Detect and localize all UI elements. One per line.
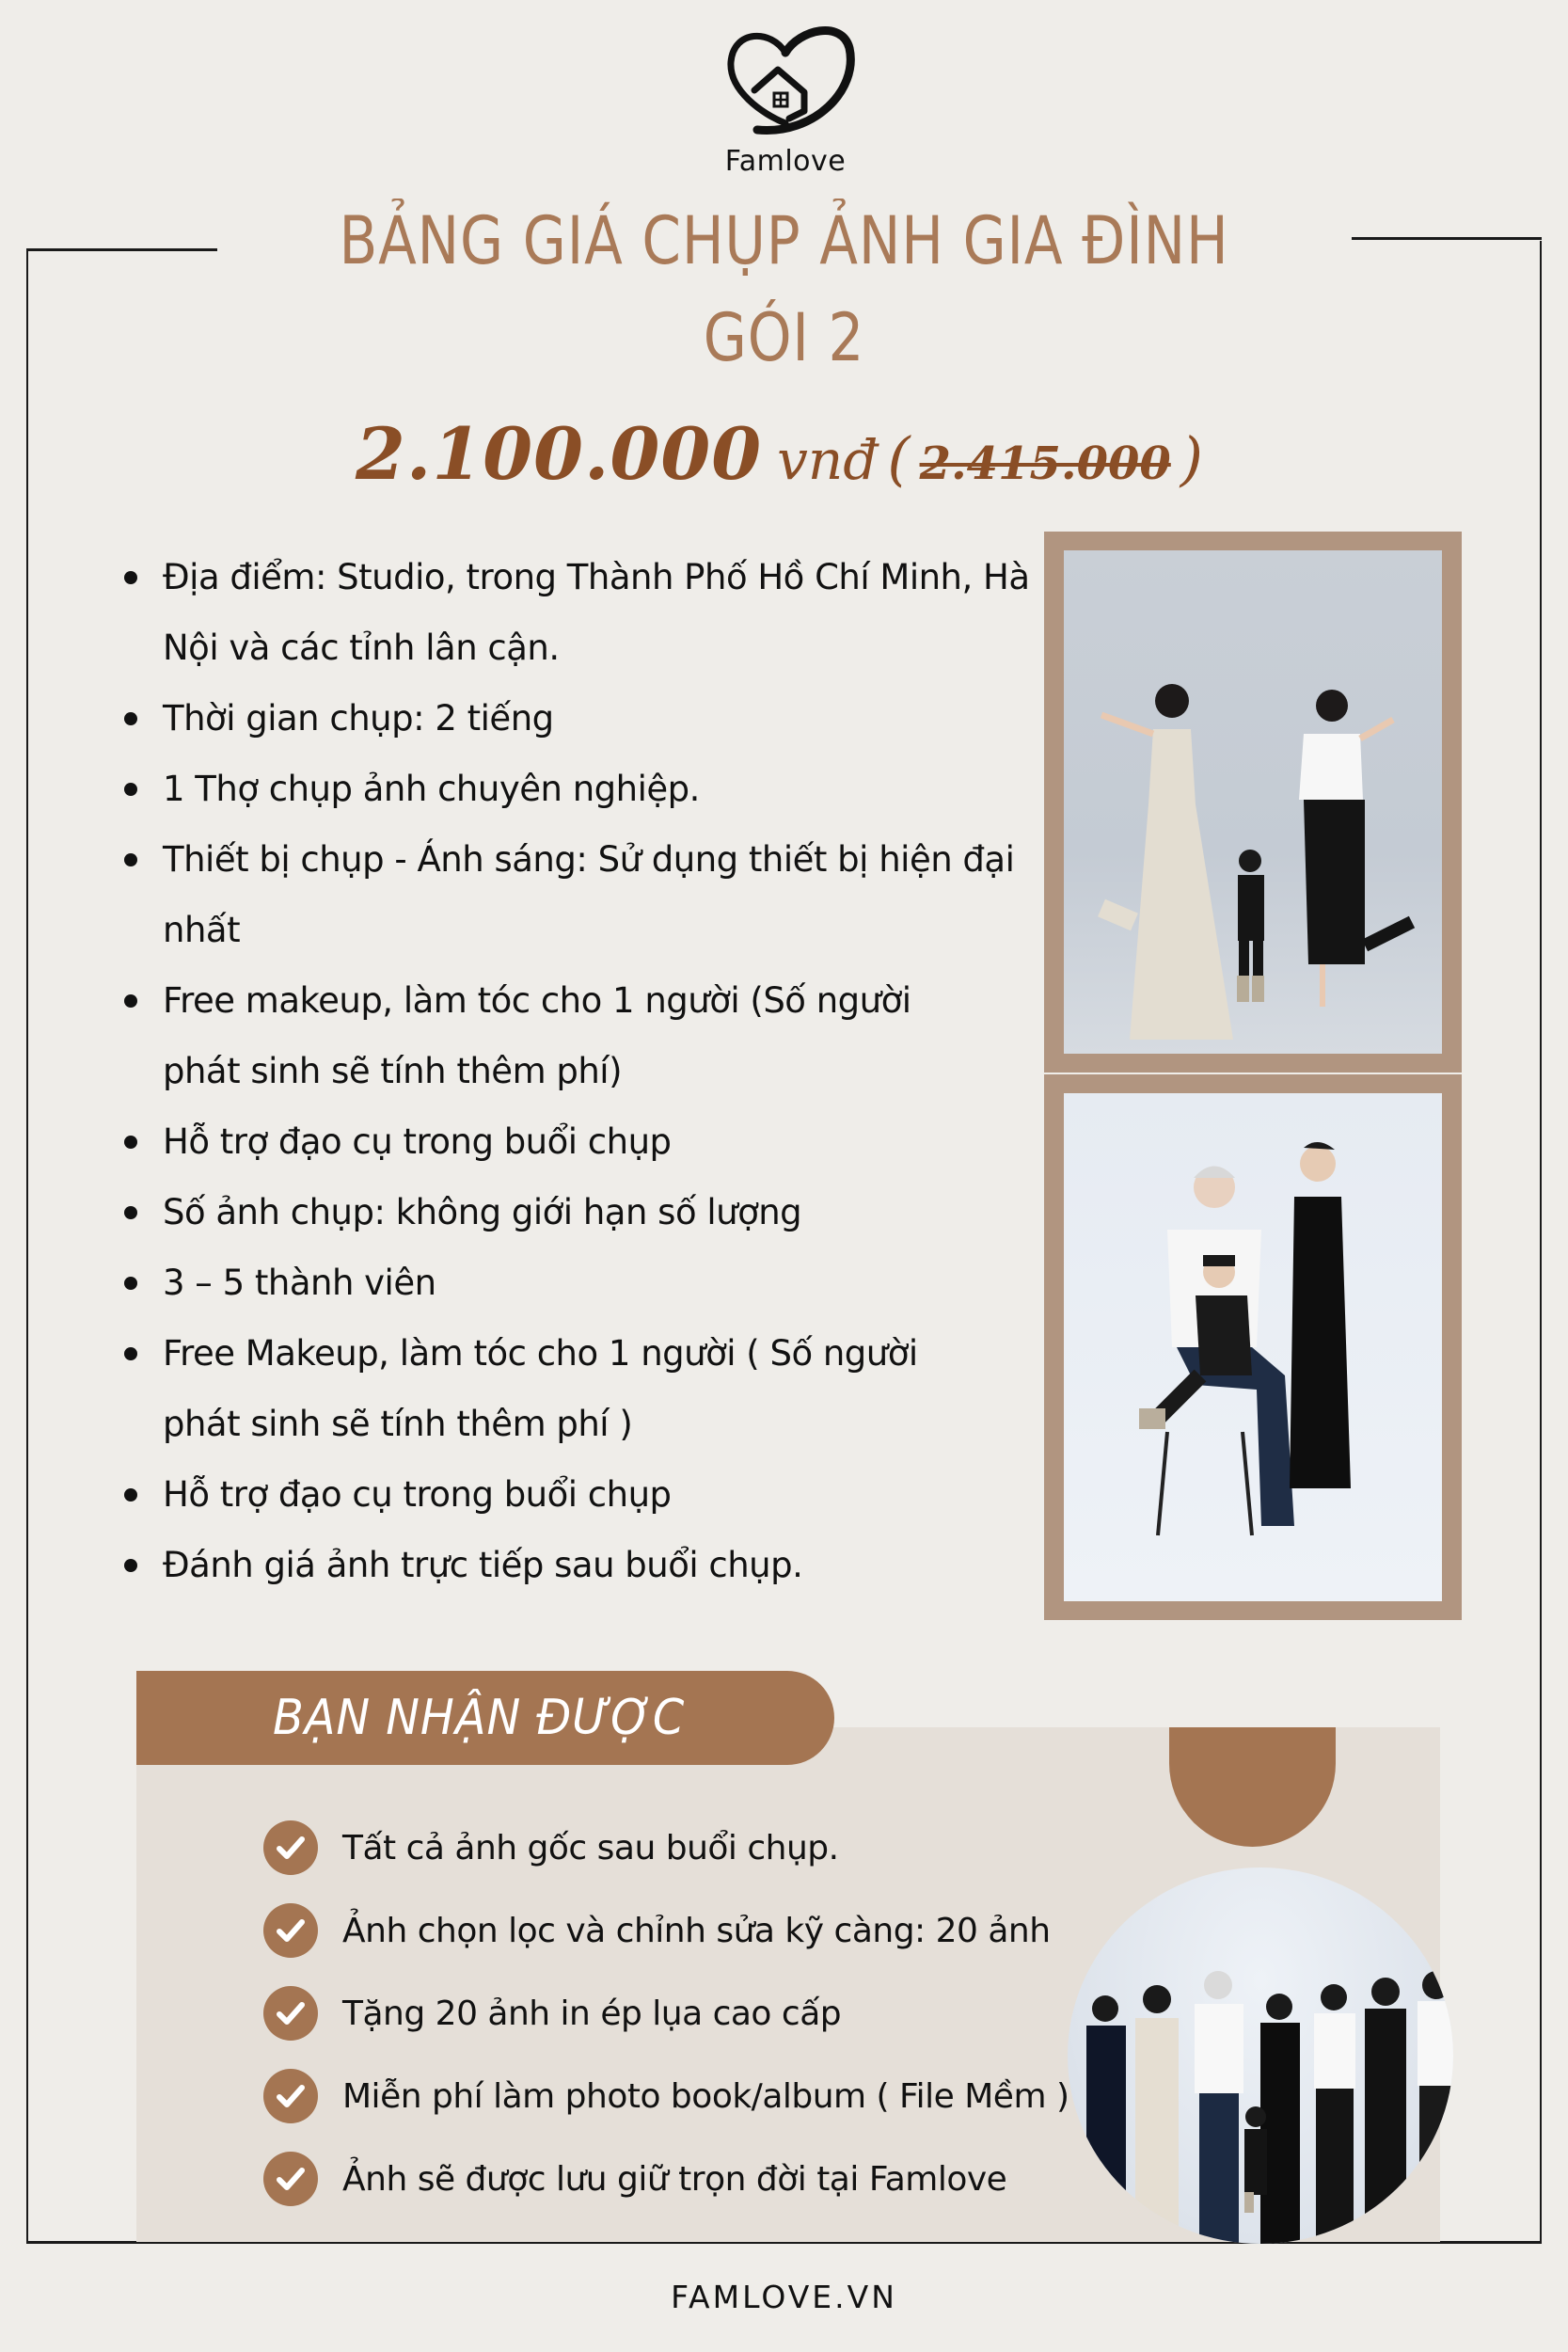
photo-frame-2	[1044, 1074, 1462, 1620]
package-name: GÓI 2	[703, 299, 865, 376]
website-link[interactable]: FAMLOVE.VN	[671, 2279, 897, 2315]
check-icon	[263, 1903, 318, 1958]
price-currency: vnđ	[777, 428, 879, 492]
benefit-item: Tất cả ảnh gốc sau buổi chụp.	[263, 1806, 1069, 1889]
family-photo-1-illustration	[1064, 550, 1442, 1054]
feature-item: Free makeup, làm tóc cho 1 người (Số người phát sinh sẽ tính thêm phí)	[120, 965, 990, 1106]
feature-item: Hỗ trợ đạo cụ trong buổi chụp	[120, 1459, 1052, 1530]
feature-item: Thiết bị chụp - Ánh sáng: Sử dụng thiết bị hiện đại nhất	[120, 824, 1028, 965]
feature-item: Hỗ trợ đạo cụ trong buổi chụp	[120, 1106, 1052, 1177]
family-photo-1	[1064, 550, 1442, 1054]
feature-item: Địa điểm: Studio, trong Thành Phố Hồ Chí Minh, Hà Nội và các tỉnh lân cận.	[120, 542, 1066, 683]
frame-left-line	[26, 248, 28, 2243]
open-paren: (	[887, 424, 911, 493]
benefits-header	[136, 1671, 834, 1765]
photo-frame-1	[1044, 532, 1462, 1073]
close-paren: )	[1180, 424, 1203, 493]
extended-family-photo	[1068, 1867, 1453, 2244]
page-title: BẢNG GIÁ CHỤP ẢNH GIA ĐÌNH	[339, 202, 1229, 279]
benefit-item: Tặng 20 ảnh in ép lụa cao cấp	[263, 1972, 1069, 2055]
check-icon	[263, 1986, 318, 2041]
original-price: 2.415.000	[919, 437, 1171, 490]
price-row	[0, 412, 1568, 496]
heart-house-icon	[710, 24, 861, 147]
feature-item: Đánh giá ảnh trực tiếp sau buổi chụp.	[120, 1530, 1052, 1600]
famlove-logo	[710, 24, 861, 184]
benefit-item: Miễn phí làm photo book/album ( File Mềm )	[263, 2055, 1069, 2137]
feature-item: Thời gian chụp: 2 tiếng	[120, 683, 1052, 754]
feature-item: 3 – 5 thành viên	[120, 1248, 1052, 1318]
feature-item: Số ảnh chụp: không giới hạn số lượng	[120, 1177, 1052, 1248]
family-photo-2-illustration	[1064, 1093, 1442, 1601]
benefit-item: Ảnh sẽ được lưu giữ trọn đời tại Famlove	[263, 2137, 1069, 2220]
family-photo-2	[1064, 1093, 1442, 1601]
feature-item: Free Makeup, làm tóc cho 1 người ( Số người phát sinh sẽ tính thêm phí )	[120, 1318, 1000, 1459]
current-price: 2.100.000	[356, 412, 763, 496]
benefits-list	[263, 1806, 1069, 2220]
benefits-title: BẠN NHẬN ĐƯỢC	[273, 1690, 686, 1746]
extended-family-illustration	[1068, 1867, 1453, 2244]
feature-item: 1 Thợ chụp ảnh chuyên nghiệp.	[120, 754, 1052, 824]
frame-right-line	[1540, 241, 1542, 2243]
brand-name: Famlove	[724, 145, 847, 178]
check-icon	[263, 2069, 318, 2123]
benefit-item: Ảnh chọn lọc và chỉnh sửa kỹ càng: 20 ảnh	[263, 1889, 1069, 1972]
check-icon	[263, 2152, 318, 2206]
package-features-list	[120, 542, 1052, 1600]
check-icon	[263, 1820, 318, 1875]
